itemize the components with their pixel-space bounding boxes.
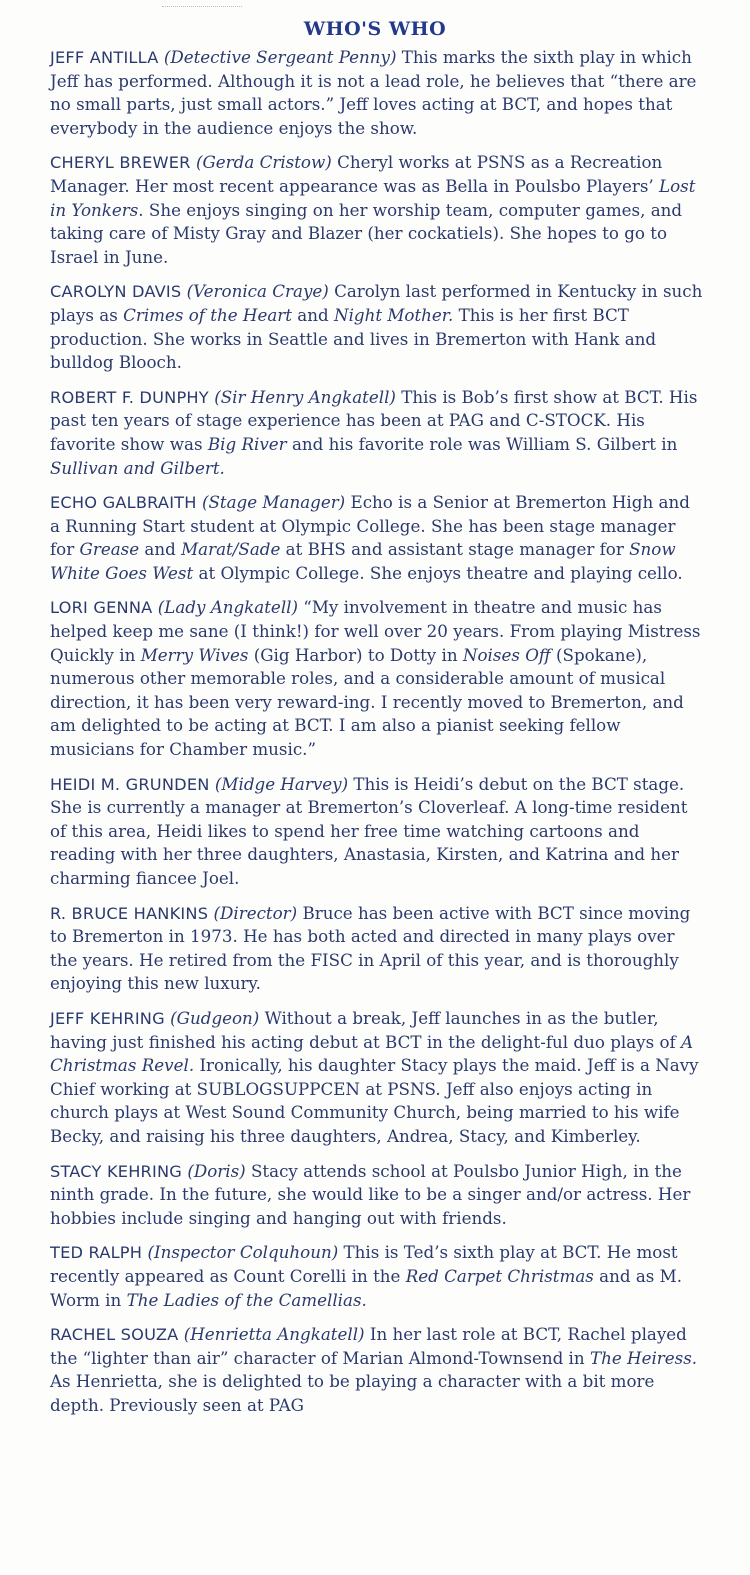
cast-role: (Inspector Colquhoun): [147, 1242, 339, 1263]
cast-name: R. BRUCE HANKINS: [50, 903, 209, 923]
bio-text: and: [139, 539, 182, 560]
cast-name: CAROLYN DAVIS: [50, 282, 182, 302]
bio-text: . She enjoys singing on her worship team, computer games, and taking care of Misty Gray and Blazer (her cockatiels). She hopes to go to Israel in June.: [50, 199, 683, 267]
cast-name: RACHEL SOUZA: [50, 1325, 179, 1345]
work-title: A Christmas Revel.: [50, 1031, 694, 1076]
bio-text: and his favorite role was William S. Gilbert in: [286, 433, 678, 454]
bio-text: and as M. Worm in: [50, 1265, 683, 1310]
work-title: Grease: [79, 539, 140, 560]
bio-entry: [50, 1007, 704, 1149]
bio-entry: [50, 1241, 704, 1312]
work-title: Snow White Goes West: [50, 539, 676, 583]
cast-name: ROBERT F. DUNPHY: [50, 387, 209, 407]
bio-text: Bruce has been active with BCT since moving to Bremerton in 1973. He has both acted and directed in many plays over the years. He retired from the FISC in April of this year, and is thoroughly enjoying this new luxury.: [50, 902, 691, 994]
bio-text: Carolyn last performed in Kentucky in such plays as: [50, 281, 703, 325]
work-title: Noises Off: [462, 644, 551, 665]
bio-entry: [50, 1323, 704, 1417]
cast-name: TED RALPH: [50, 1243, 143, 1263]
bio-entry: [50, 596, 704, 761]
bio-text: “My involvement in theatre and music has helped keep me sane (I think!) for well over 20 years. From playing Mistress Quickly in: [50, 597, 701, 665]
bio-text: (Gig Harbor) to Dotty in: [248, 644, 463, 665]
cast-role: (Veronica Craye): [186, 281, 329, 302]
bio-entry: [50, 151, 704, 269]
cast-role: (Henrietta Angkatell): [183, 1324, 365, 1345]
bio-entry: [50, 773, 704, 891]
bio-text: Cheryl works at PSNS as a Recreation Manager. Her most recent appearance was as Bella in Poulsbo Players’: [50, 152, 663, 196]
cast-role: (Gudgeon): [170, 1007, 260, 1028]
cast-name: JEFF ANTILLA: [50, 48, 159, 67]
bio-text: and: [291, 304, 334, 325]
cast-role: (Midge Harvey): [214, 773, 349, 794]
bio-text: This is Ted’s sixth play at BCT. He most recently appeared as Count Corelli in the: [50, 1242, 678, 1286]
work-title: The Ladies of the Camellias.: [126, 1289, 367, 1310]
bio-text: Without a break, Jeff launches in as the butler, having just finished his acting debut at BCT in the delight-ful duo plays of: [50, 1007, 682, 1052]
bio-entry: [50, 491, 704, 585]
bio-entry: [50, 1160, 704, 1231]
cast-name: JEFF KEHRING: [50, 1008, 165, 1028]
bio-entry: [50, 386, 704, 480]
bio-text: In her last role at BCT, Rachel played the “lighter than air” character of Marian Almond-Townsend in: [50, 1324, 687, 1368]
bio-text: This is her first BCT production. She works in Seattle and lives in Bremerton with Hank and bulldog Blooch.: [50, 304, 657, 373]
bio-entry: [50, 902, 704, 996]
cast-role: (Gerda Cristow): [195, 152, 332, 173]
bio-text: at Olympic College. She enjoys theatre and playing cello.: [193, 562, 683, 583]
cast-role: (Doris): [187, 1160, 246, 1181]
cast-role: (Stage Manager): [201, 492, 346, 513]
scan-mark: [162, 6, 242, 13]
work-title: Merry Wives: [140, 644, 249, 665]
work-title: Lost in Yonkers: [50, 175, 696, 220]
bio-text: This marks the sixth play in which Jeff has performed. Although it is not a lead role, he believes that “there are no small parts, just small actors.” Jeff loves acting at BCT, and hopes that everybody in the audience enjoys the show.: [50, 47, 697, 138]
work-title: The Heiress.: [589, 1347, 698, 1368]
bio-entry: [50, 46, 704, 140]
work-title: Marat/Sade: [181, 539, 281, 560]
cast-role: (Lady Angkatell): [157, 597, 298, 618]
work-title: Night Mother.: [333, 304, 454, 325]
bio-list: [0, 44, 750, 1417]
cast-name: LORI GENNA: [50, 598, 153, 618]
page-title: WHO'S WHO: [303, 18, 447, 40]
cast-name: HEIDI M. GRUNDEN: [50, 774, 210, 794]
cast-role: (Sir Henry Angkatell): [214, 386, 396, 407]
bio-text: at BHS and assistant stage manager for: [280, 539, 630, 560]
work-title: Big River: [207, 433, 287, 454]
bio-text: This is Bob’s first show at BCT. His past ten years of stage experience has been at PAG and C-STOCK. His favorite show was: [50, 386, 698, 454]
cast-role: (Detective Sergeant Penny): [163, 47, 397, 67]
cast-name: CHERYL BREWER: [50, 153, 191, 173]
bio-text: As Henrietta, she is delighted to be playing a character with a bit more depth. Previously seen at PAG: [50, 1371, 655, 1415]
work-title: Sullivan and Gilbert.: [50, 457, 225, 478]
bio-text: Echo is a Senior at Bremerton High and a Running Start student at Olympic College. She has been stage manager for: [50, 492, 690, 560]
work-title: Red Carpet Christmas: [405, 1265, 594, 1286]
cast-role: (Director): [213, 902, 298, 923]
cast-name: ECHO GALBRAITH: [50, 493, 197, 513]
bio-text: Stacy attends school at Poulsbo Junior High, in the ninth grade. In the future, she would like to be a singer and/or actress. Her hobbies include singing and hanging out with friends.: [50, 1160, 691, 1228]
bio-text: Ironically, his daughter Stacy plays the maid. Jeff is a Navy Chief working at SUBLOGSUPPCEN at PSNS. Jeff also enjoys acting in church plays at West Sound Community Church, being married to his wife Becky, and raising his three daughters, Andrea, Stacy, and Kimberley.: [50, 1055, 699, 1146]
bio-text: This is Heidi’s debut on the BCT stage. She is currently a manager at Bremerton’s Cloverleaf. A long-time resident of this area, Heidi likes to spend her free time watching cartoons and reading with her three daughters, Anastasia, Kirsten, and Katrina and her charming fiancee Joel.: [50, 773, 688, 888]
cast-name: STACY KEHRING: [50, 1161, 183, 1181]
bio-text: (Spokane), numerous other memorable roles, and a considerable amount of musical direction, it has been very reward-ing. I recently moved to Bremerton, and am delighted to be acting at BCT. I am also a pianist seeking fellow musicians for Chamber music.”: [50, 644, 684, 760]
work-title: Crimes of the Heart: [123, 304, 292, 325]
bio-entry: [50, 280, 704, 374]
